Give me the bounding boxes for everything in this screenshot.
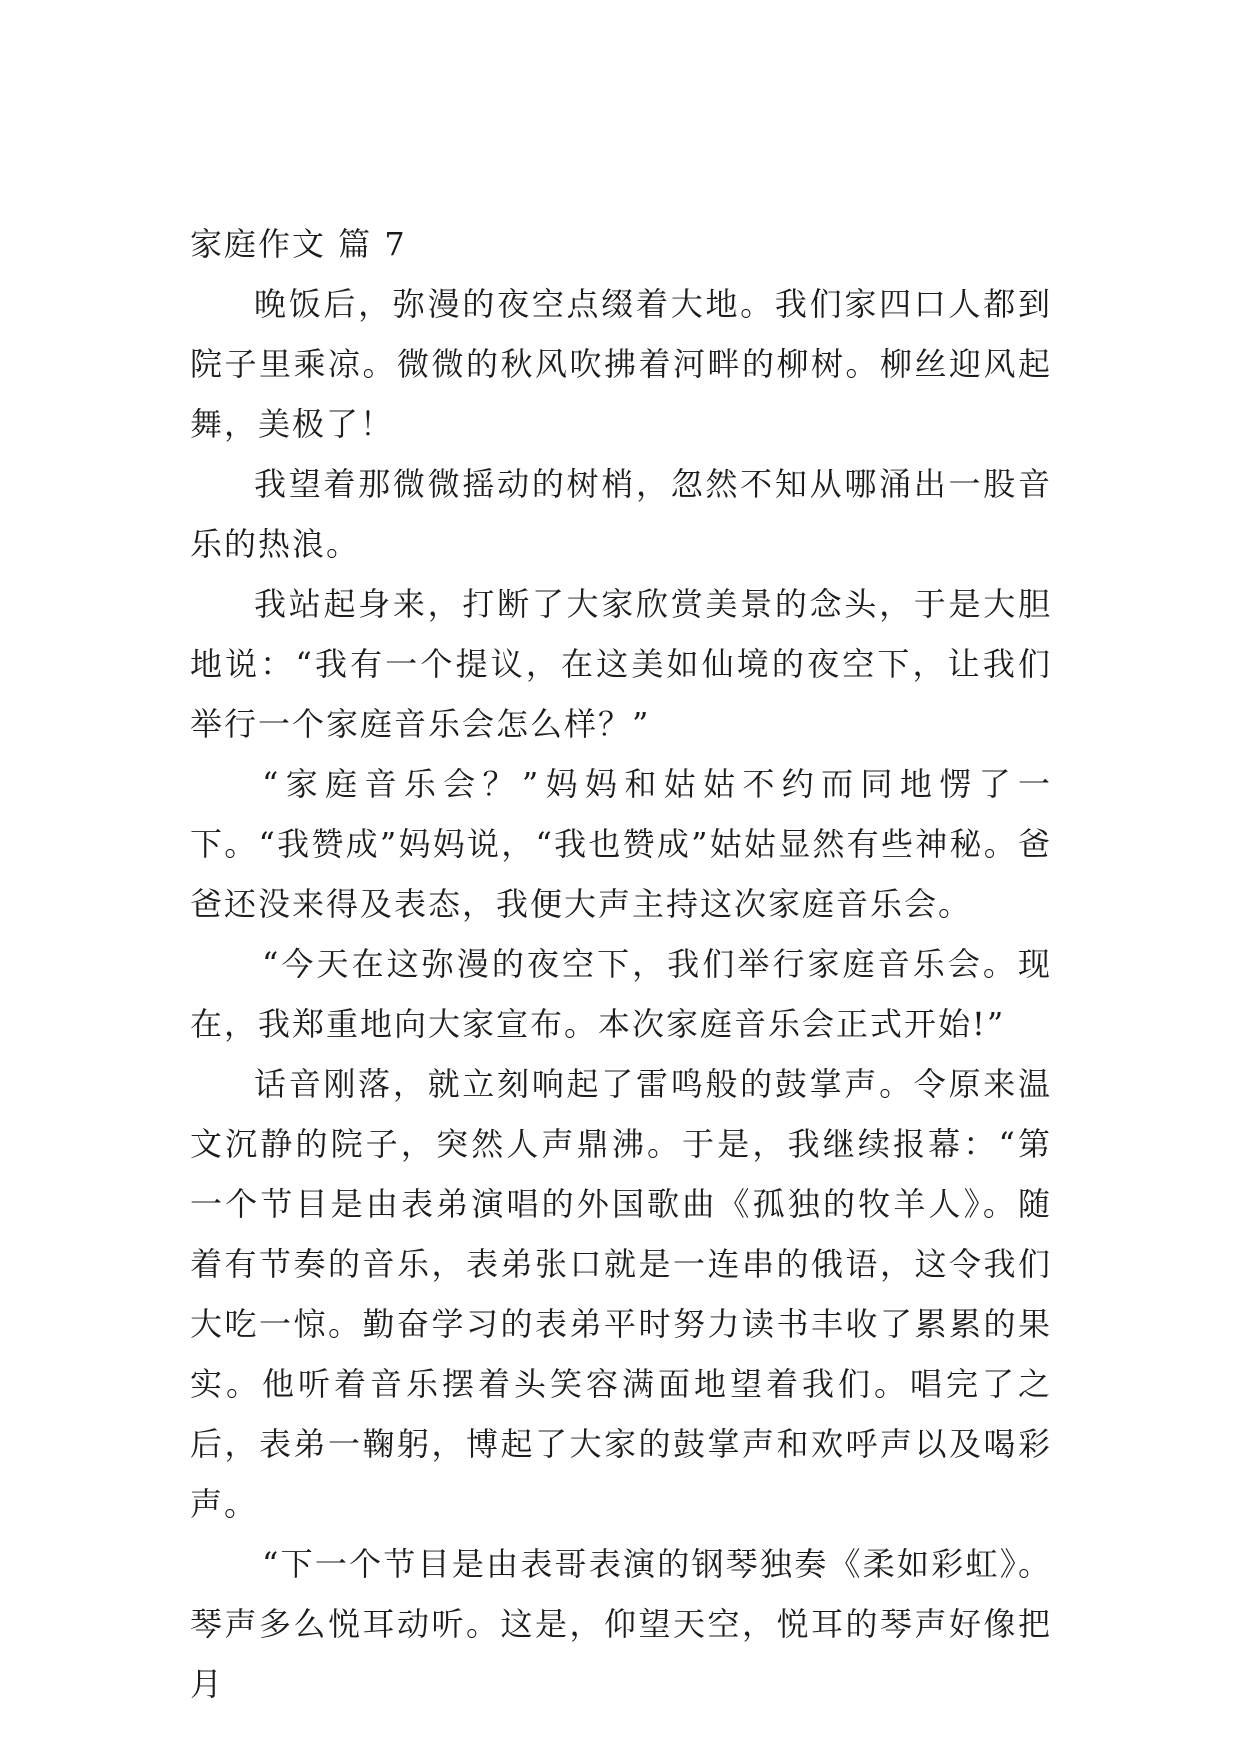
- paragraph-1: 晚饭后，弥漫的夜空点缀着大地。我们家四口人都到院子里乘凉。微微的秋风吹拂着河畔的柳树。柳丝迎风起舞，美极了！: [190, 285, 1052, 443]
- paragraph-3: 我站起身来，打断了大家欣赏美景的念头，于是大胆地说：“我有一个提议，在这美如仙境的夜空下，让我们举行一个家庭音乐会怎么样？”: [190, 585, 1052, 743]
- paragraph-7: “下一个节目是由表哥表演的钢琴独奏《柔如彩虹》。琴声多么悦耳动听。这是，仰望天空，悦耳的琴声好像把月: [190, 1545, 1052, 1703]
- paragraph-5: “今天在这弥漫的夜空下，我们举行家庭音乐会。现在，我郑重地向大家宣布。本次家庭音乐会正式开始!”: [190, 945, 1052, 1043]
- paragraph-4: “家庭音乐会？”妈妈和姑姑不约而同地愣了一下。“我赞成”妈妈说，“我也赞成”姑姑显然有些神秘。爸爸还没来得及表态，我便大声主持这次家庭音乐会。: [190, 765, 1052, 923]
- document-body: [190, 214, 1052, 1714]
- paragraph-2: 我望着那微微摇动的树梢，忽然不知从哪涌出一股音乐的热浪。: [190, 465, 1052, 563]
- document-title: 家庭作文 篇 7: [190, 225, 407, 263]
- paragraph-6: 话音刚落，就立刻响起了雷鸣般的鼓掌声。令原来温文沉静的院子，突然人声鼎沸。于是，我继续报幕：“第一个节目是由表弟演唱的外国歌曲《孤独的牧羊人》。随着有节奏的音乐，表弟张口就是一连串的俄语，这令我们大吃一惊。勤奋学习的表弟平时努力读书丰收了累累的果实。他听着音乐摆着头笑容满面地望着我们。唱完了之后，表弟一鞠躬，博起了大家的鼓掌声和欢呼声以及喝彩声。: [190, 1065, 1052, 1523]
